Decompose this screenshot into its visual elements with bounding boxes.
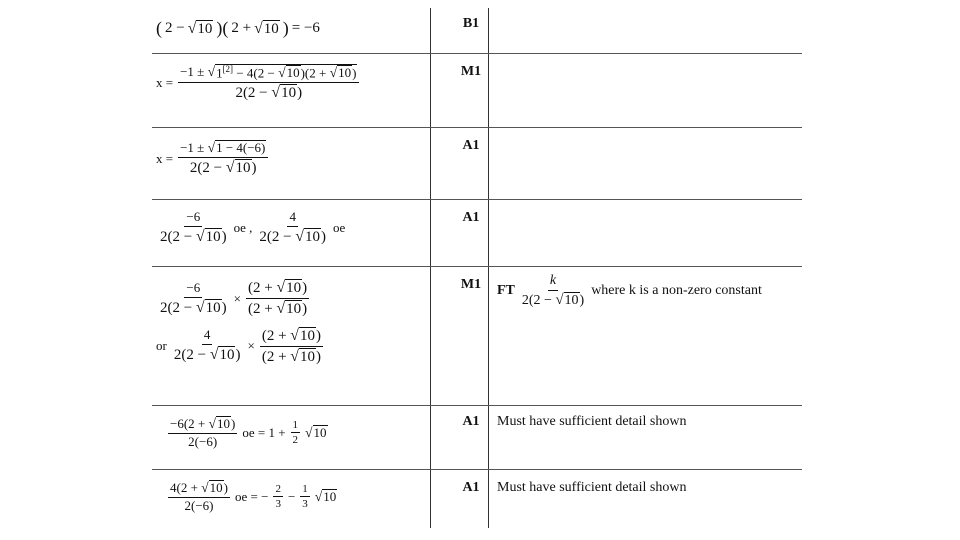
working-cell: x = −1 ± √ 1[2] − 4(2 − √ 10 )(2 + √ 10 ) 2(2 − √ 10 ) [156, 64, 361, 102]
table-row [152, 54, 802, 127]
mark-scheme-table [152, 8, 802, 528]
table-row [152, 8, 802, 53]
guidance-cell: Must have sufficient detail shown [497, 480, 687, 495]
working-cell: 4(2 + √ 10 ) 2(−6) oe = − $\frac{2}{3}$ − $\frac{1}{3}$ √ 10 [170, 480, 337, 513]
working-cell: −6 2(2 − √ 10 ) × (2 + √ 10 ) (2 + √ 10 ) or 4 2(2 − √ 10 ) × (2 + √ 10 ) (2 + √ 10 ) [156, 279, 321, 365]
table-row [152, 128, 802, 199]
mark-code: M1 [460, 64, 482, 79]
working-cell: x = −1 ± √ 1 − 4(−6) 2(2 − √ 10 ) [156, 140, 270, 177]
table-row [152, 267, 802, 405]
mark-code: M1 [460, 277, 482, 292]
mark-code: A1 [462, 414, 480, 429]
mark-code: A1 [462, 480, 480, 495]
working-cell: −6(2 + √ 10 ) 2(−6) oe = 1 + $\frac{1}{2}$ √ 10 [170, 416, 327, 449]
guidance-cell: Must have sufficient detail shown [497, 414, 687, 429]
guidance-cell: FT k 2(2 − √ 10 ) where k is a non-zero constant [497, 273, 762, 309]
table-row [152, 406, 802, 469]
table-row [152, 200, 802, 266]
mark-code: A1 [462, 138, 480, 153]
mark-code: B1 [462, 16, 480, 31]
table-row [152, 470, 802, 528]
working-cell: ( 2 − √ 10 )( 2 + √ 10 ) = −6 [156, 18, 320, 38]
mark-code: A1 [462, 210, 480, 225]
working-cell: −6 2(2 − √ 10 ) oe , 4 2(2 − √ 10 ) oe [160, 209, 346, 245]
